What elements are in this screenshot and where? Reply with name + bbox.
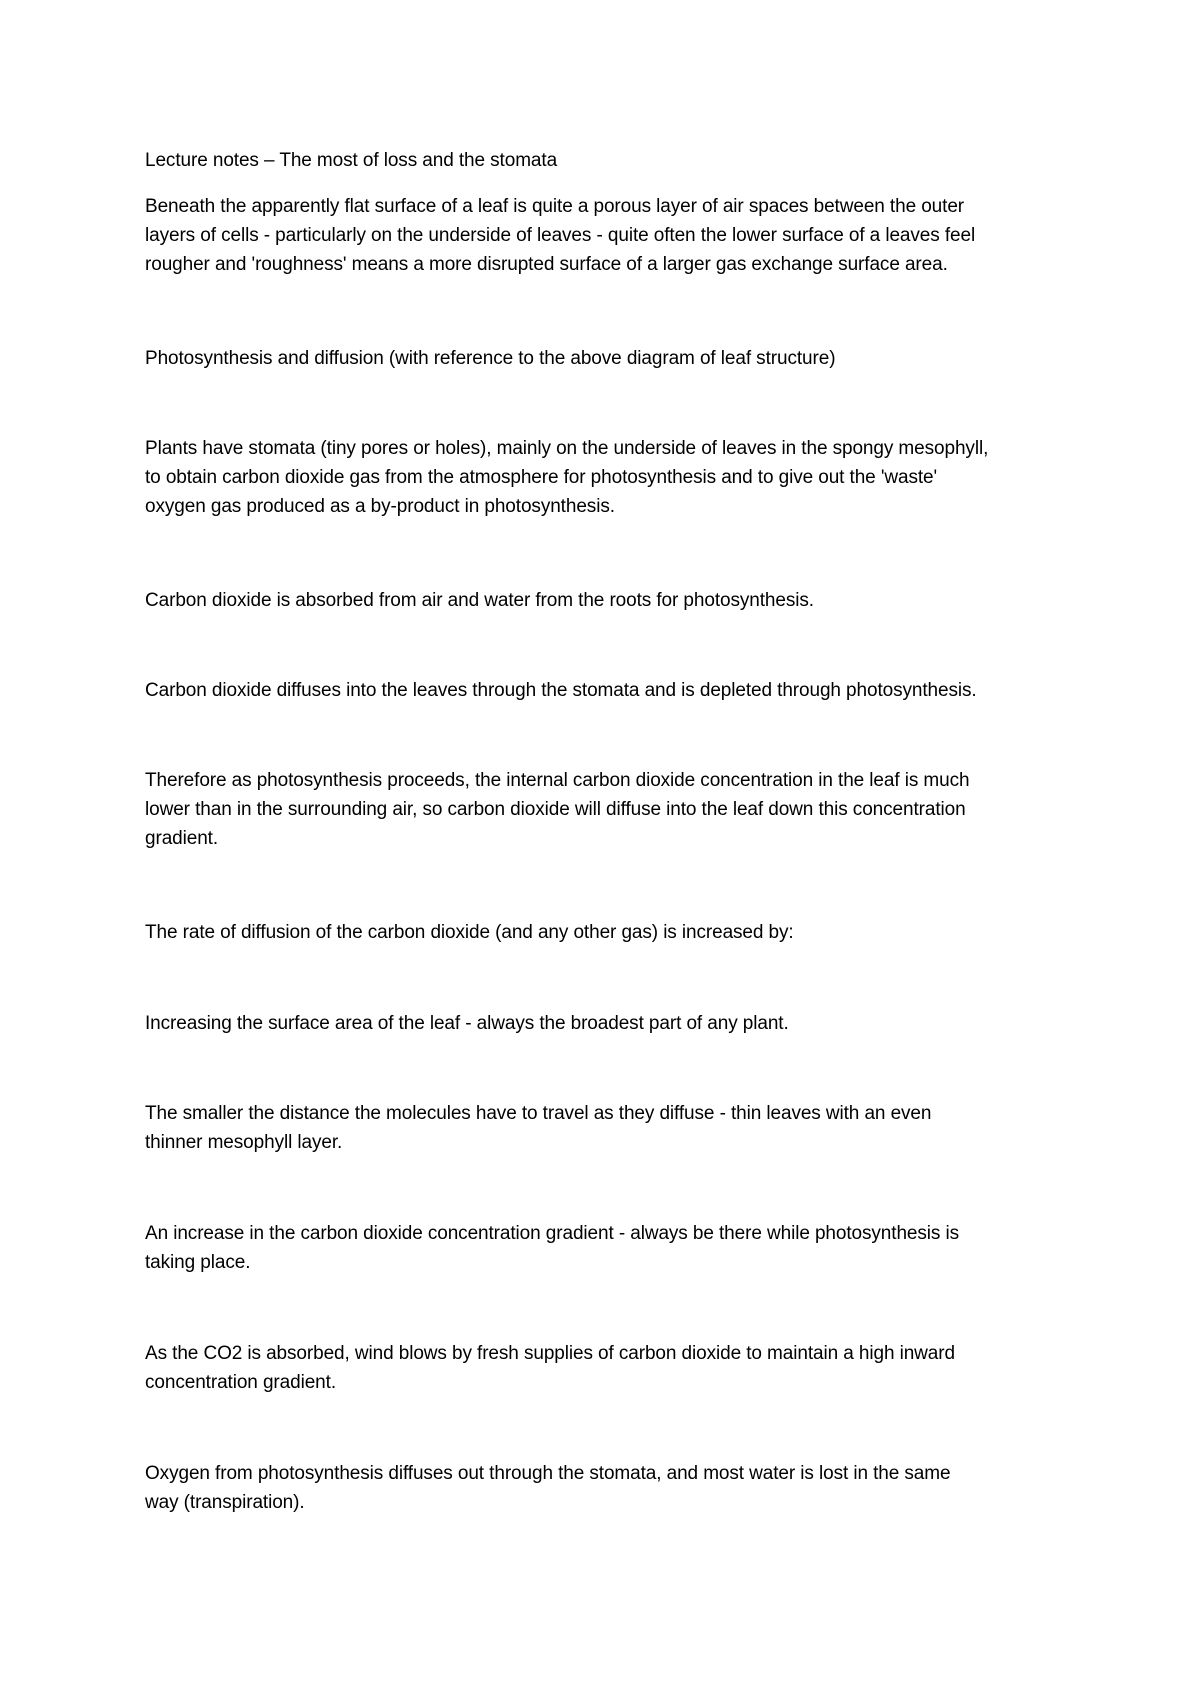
paragraph-line: Beneath the apparently flat surface of a leaf is quite a porous layer of air spaces between the outer [145, 196, 965, 217]
paragraph-line: As the CO2 is absorbed, wind blows by fresh supplies of carbon dioxide to maintain a high inward [145, 1343, 955, 1364]
paragraph-line: thinner mesophyll layer. [145, 1132, 343, 1153]
paragraph-line: way (transpiration). [145, 1492, 305, 1513]
paragraph-line: The rate of diffusion of the carbon dioxide (and any other gas) is increased by: [145, 922, 794, 943]
paragraph-line: taking place. [145, 1252, 251, 1273]
paragraph-line: gradient. [145, 828, 219, 849]
paragraph-line: concentration gradient. [145, 1372, 336, 1393]
paragraph-line: An increase in the carbon dioxide concentration gradient - always be there while photosynthesis is [145, 1223, 960, 1244]
paragraph-distance [145, 1099, 1075, 1157]
paragraph-line: layers of cells - particularly on the underside of leaves - quite often the lower surface of a leaves feel [145, 225, 976, 246]
title-line: Lecture notes – The most of loss and the stomata [145, 150, 558, 171]
document-title [145, 146, 1075, 175]
paragraph-line: Photosynthesis and diffusion (with reference to the above diagram of leaf structure) [145, 348, 836, 369]
paragraph-line: Oxygen from photosynthesis diffuses out through the stomata, and most water is lost in the same [145, 1463, 951, 1484]
paragraph-oxygen [145, 1459, 1075, 1517]
paragraph-concentration [145, 766, 1075, 853]
paragraph-line: Increasing the surface area of the leaf - always the broadest part of any plant. [145, 1013, 789, 1034]
paragraph-stomata [145, 434, 1075, 521]
paragraph-line: to obtain carbon dioxide gas from the atmosphere for photosynthesis and to give out the 'waste' [145, 467, 938, 488]
paragraph-photosynthesis-heading [145, 344, 1075, 373]
paragraph-wind [145, 1339, 1075, 1397]
paragraph-line: Carbon dioxide is absorbed from air and water from the roots for photosynthesis. [145, 590, 814, 611]
paragraph-co2-absorbed [145, 586, 1075, 615]
paragraph-surface-area [145, 1009, 1075, 1038]
paragraph-rate-of-diffusion [145, 918, 1075, 947]
paragraph-line: rougher and 'roughness' means a more disrupted surface of a larger gas exchange surface area. [145, 254, 948, 275]
paragraph-gradient [145, 1219, 1075, 1277]
paragraph-line: The smaller the distance the molecules have to travel as they diffuse - thin leaves with an even [145, 1103, 932, 1124]
paragraph-line: oxygen gas produced as a by-product in photosynthesis. [145, 496, 615, 517]
paragraph-co2-diffuses [145, 676, 1075, 705]
paragraph-leaf-surface [145, 192, 1075, 279]
paragraph-line: Plants have stomata (tiny pores or holes), mainly on the underside of leaves in the spongy mesophyll, [145, 438, 989, 459]
paragraph-line: Carbon dioxide diffuses into the leaves through the stomata and is depleted through photosynthesis. [145, 680, 977, 701]
paragraph-line: Therefore as photosynthesis proceeds, the internal carbon dioxide concentration in the leaf is much [145, 770, 970, 791]
paragraph-line: lower than in the surrounding air, so carbon dioxide will diffuse into the leaf down this concentration [145, 799, 966, 820]
